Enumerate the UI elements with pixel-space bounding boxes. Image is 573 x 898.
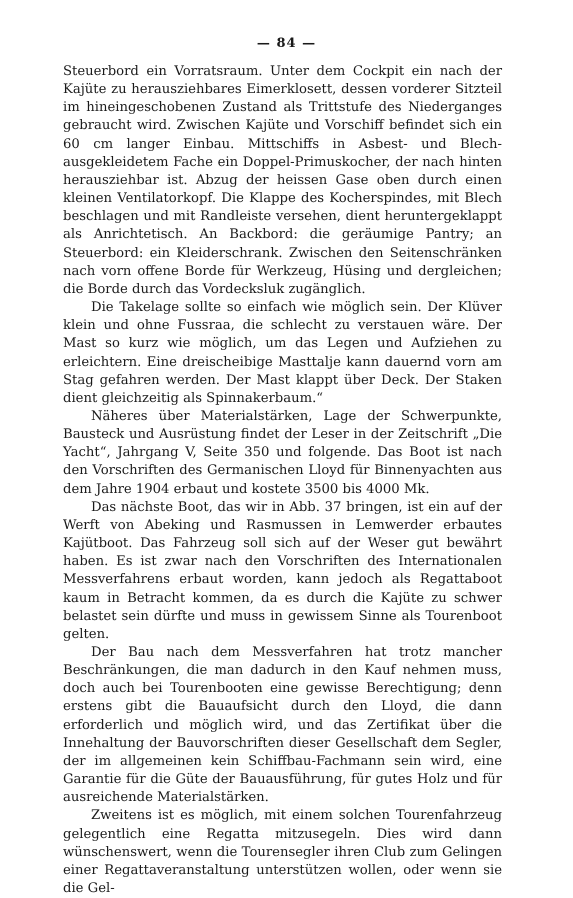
paragraph: Näheres über Materialstärken, Lage der Schwerpunkte, Bausteck und Ausrüstung findet der Leser in der Zeitschrift „Die Yacht“, Jahrgang V, Seite 350 und folgende. Das Boot ist nach den Vorschriften des Germanischen Lloyd für Binnenyachten aus dem Jahre 1904 erbaut und kostete 3500 bis 4000 Mk.: [63, 408, 502, 497]
paragraph: Steuerbord ein Vorratsraum. Unter dem Cockpit ein nach der Kajüte zu herausziehbares Eimerklosett, dessen vorderer Sitzteil im hineingeschobenen Zustand als Trittstufe des Niederganges gebraucht wird. Zwischen Kajüte und Vorschiff befindet sich ein 60 cm langer Einbau. Mittschiffs in Asbest- und Blech- ausgekleidetem Fache ein Doppel-Primuskocher, der nach hinten herausziehbar ist. Abzug der heissen Gase oben durch einen kleinen Ventilatorkopf. Die Klappe des Kocherspindes, mit Blech beschlagen und mit Randleiste versehen, dient heruntergeklappt als Anrichtetisch. An Backbord: die geräumige Pantry; an Steuerbord: ein Kleiderschrank. Zwischen den Seitenschränken nach vorn offene Borde für Werkzeug, Hüsing und dergleichen; die Borde durch das Vordecksluk zugänglich.: [63, 64, 502, 297]
body-text: [63, 63, 502, 898]
paragraph: Die Takelage sollte so einfach wie möglich sein. Der Klüver klein und ohne Fussraa, die schlecht zu verstauen wäre. Der Mast so kurz wie möglich, um das Legen und Aufziehen zu erleichtern. Eine dreischeibige Masttalje kann dauernd vorn am Stag gefahren werden. Der Mast klappt über Deck. Der Staken dient gleichzeitig als Spinnakerbaum.“: [63, 300, 502, 406]
page-number: — 84 —: [256, 36, 317, 51]
paragraph: Zweitens ist es möglich, mit einem solchen Tourenfahrzeug gelegentlich eine Regatta mitzusegeln. Dies wird dann wünschenswert, wenn die Tourensegler ihren Club zum Gelingen einer Regattaveranstaltung unterstützen wollen, oder wenn sie die Gel-: [63, 808, 502, 897]
paragraph: Das nächste Boot, das wir in Abb. 37 bringen, ist ein auf der Werft von Abeking und Rasmussen in Lemwerder erbautes Kajütboot. Das Fahrzeug soll sich auf der Weser gut bewährt haben. Es ist zwar nach den Vorschriften des Internationalen Messverfahrens erbaut worden, kann jedoch als Regattaboot kaum in Betracht kommen, da es durch die Kajüte zu schwer belastet sein dürfte und muss in gewissem Sinne als Tourenboot gelten.: [63, 499, 502, 642]
paragraph: Der Bau nach dem Messverfahren hat trotz mancher Beschränkungen, die man dadurch in den Kauf nehmen muss, doch auch bei Tourenbooten eine gewisse Berechtigung; denn erstens gibt die Bauaufsicht durch den Lloyd, die dann erforderlich und möglich wird, und das Zertifikat über die Innehaltung der Bauvorschriften dieser Gesellschaft dem Segler, der im allgemeinen kein Schiffbau-Fachmann sein wird, eine Garantie für die Güte der Bauausführung, für gutes Holz und für ausreichende Materialstärken.: [63, 645, 502, 806]
